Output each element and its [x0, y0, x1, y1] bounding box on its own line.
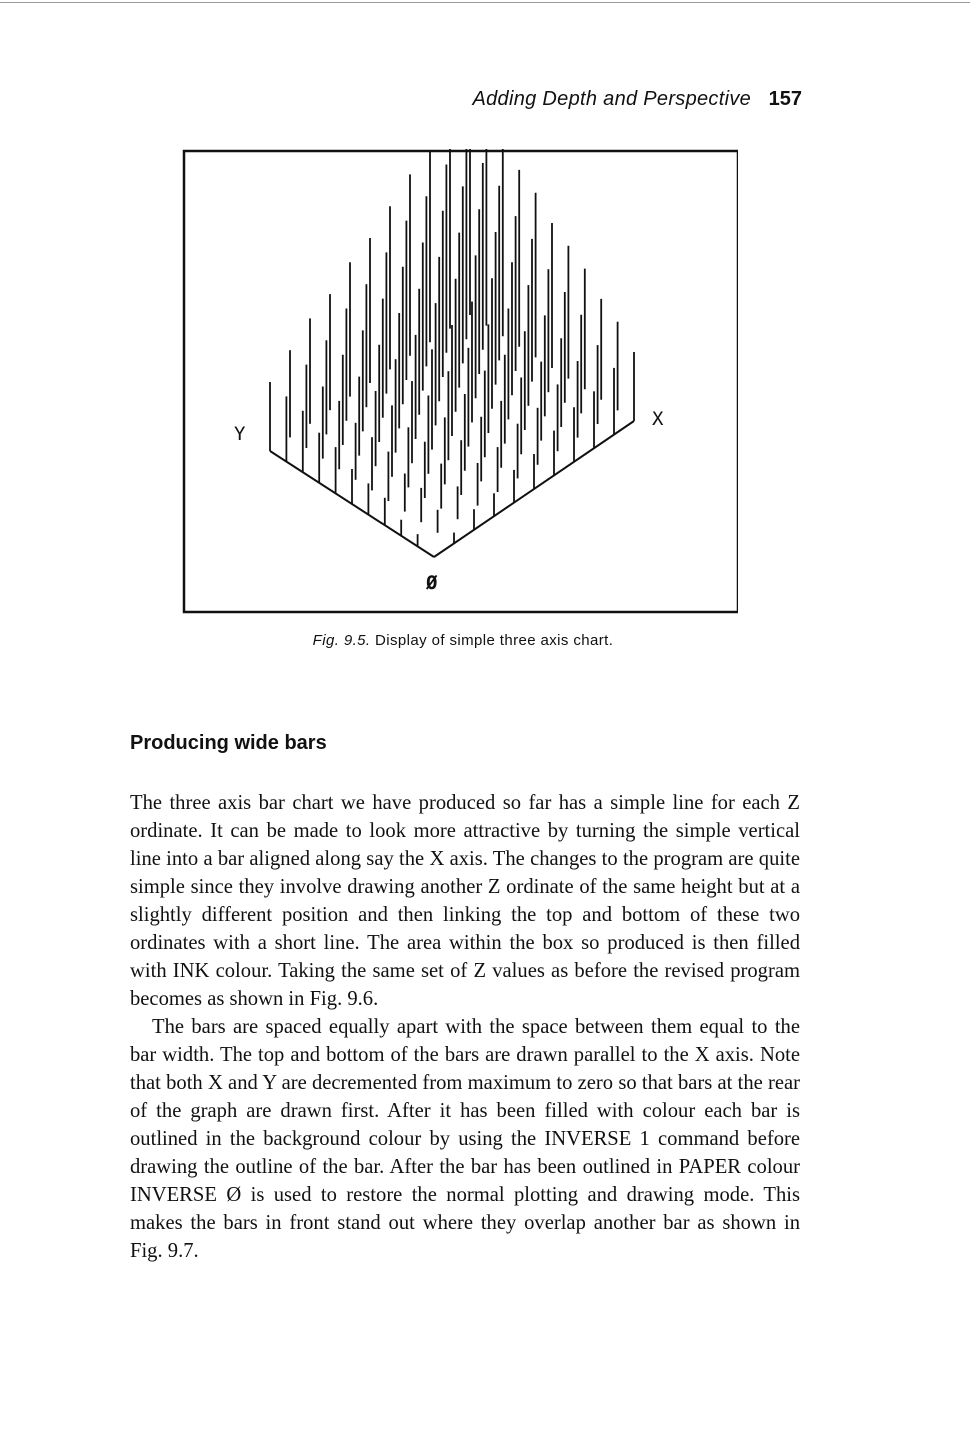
running-head [472, 88, 802, 111]
caption-text: Display of simple three axis chart. [375, 632, 614, 649]
figure-three-axis-chart [182, 149, 738, 614]
y-axis-label: Y [234, 423, 246, 445]
chart-axes [270, 421, 634, 557]
running-head-title: Adding Depth and Perspective [472, 88, 752, 110]
figure-frame [184, 151, 738, 612]
section-heading: Producing wide bars [130, 732, 327, 754]
paragraph-2: The bars are spaced equally apart with the space between them equal to the bar width. The top and bottom of the bars are drawn parallel to the X axis. Note that both X and Y are decremented from maximum to zero so that bars at the rear of the graph are drawn first. After it has been filled with colour each bar is outlined in the background colour by using the INVERSE 1 command before drawing the outline of the bar. After the bar has been outlined in PAPER colour INVERSE Ø is used to restore the normal plotting and drawing mode. This makes the bars in front stand out where they overlap another bar as shown in Fig. 9.7. [130, 1016, 800, 1262]
top-rule [0, 2, 970, 3]
chart-svg [182, 149, 738, 614]
origin-label: Ø [426, 572, 438, 594]
caption-label: Fig. 9.5. [312, 632, 371, 649]
body-text [130, 789, 800, 1265]
x-axis-label: X [652, 408, 664, 430]
paragraph-1: The three axis bar chart we have produced so far has a simple line for each Z ordinate. It can be made to look more attractive by turning the simple vertical line into a bar aligned along say the X axis. The changes to the program are quite simple since they involve drawing another Z ordinate of the same height but at a slightly different position and then linking the top and bottom of these two ordinates with a short line. The area within the box so produced is then filled with INK colour. Taking the same set of Z values as before the revised program becomes as shown in Fig. 9.6. [130, 792, 800, 1010]
figure-caption [0, 632, 926, 649]
page-number: 157 [768, 88, 802, 110]
